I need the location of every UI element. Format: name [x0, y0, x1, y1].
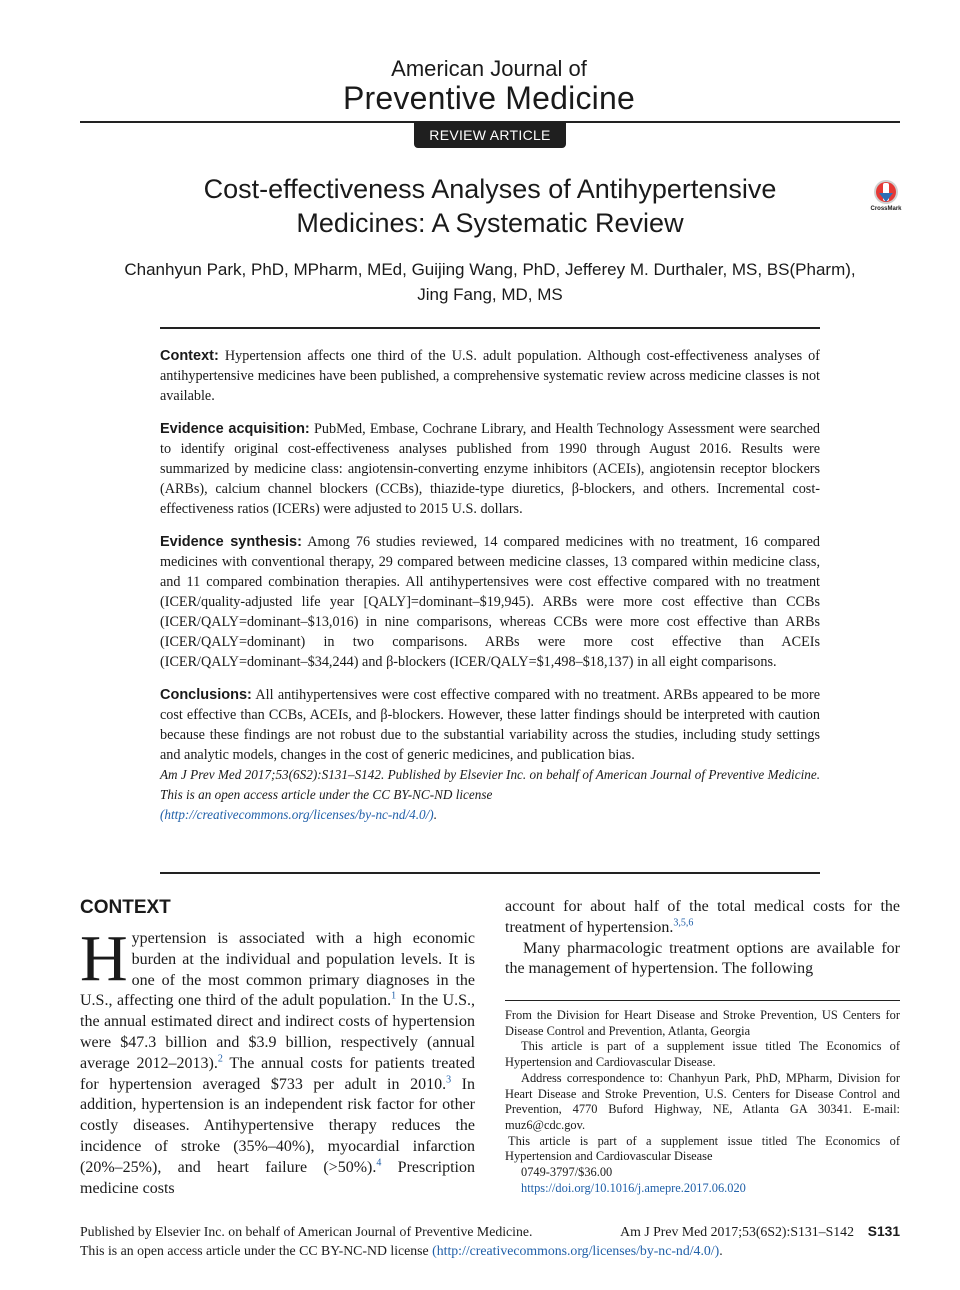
footer-license-link[interactable]: (http://creativecommons.org/licenses/by-nc-nd/4.0/): [432, 1243, 720, 1258]
body-paragraph-1-continued: [505, 897, 900, 939]
footer-citation: Am J Prev Med 2017;53(6S2):S131–S142: [620, 1224, 854, 1239]
abstract-text-conclusions: All antihypertensives were cost effective compared with no treatment. ARBs appeared to be more cost effective than CCBs, ACEIs, and β-blockers. However, these latter findings should be interpreted with caution because these findings are not robust due to the substantial variability across the studies, including study settings and analytic models, changes in the cost of generic medicines, and publication bias.: [160, 687, 820, 763]
abstract-acquisition: [160, 419, 820, 519]
crossmark-icon[interactable]: [866, 178, 906, 214]
journal-title-line2: Preventive Medicine: [343, 80, 635, 116]
body-p1-a: ypertension is associated with a high economic burden at the individual and population levels. It is one of the most common primary diagnoses in the U.S., affecting one third of the adult population.: [80, 930, 475, 1010]
footnote-address: Address correspondence to: Chanhyun Park, PhD, MPharm, Division for Heart Disease and Stroke Prevention, U.S. Centers for Disease Control and Prevention, 4770 Buford Highway, NE, Atlanta GA 30341. E-mail: muz6@cdc.gov.: [505, 1070, 900, 1132]
body-paragraph-2: Many pharmacologic treatment options are available for the management of hypertension. The following: [505, 939, 900, 978]
abstract-label-acquisition: Evidence acquisition:: [160, 421, 310, 437]
page-number: S131: [867, 1224, 900, 1239]
footnote-supplement-2: This article is part of a supplement issue titled The Economics of Hypertension and Cardiovascular Disease: [505, 1133, 900, 1164]
ref-link-3[interactable]: 3: [446, 1074, 452, 1086]
body-p1-b: In the U.S., the annual estimated direct and indirect costs of hypertension were $47.3 billion and $3.9 billion, respectively (annual average 2012–2013).: [80, 992, 476, 1072]
footer-end: .: [719, 1243, 723, 1258]
footer-license-text: This is an open access article under the CC BY-NC-ND license: [80, 1243, 429, 1258]
abstract: [160, 346, 820, 825]
article-title: Cost-effectiveness Analyses of Antihypertensive Medicines: A Systematic Review: [203, 174, 777, 238]
abstract-bottom-rule: [160, 872, 820, 874]
body-column-left: [80, 897, 475, 1199]
abstract-text-acquisition: PubMed, Embase, Cochrane Library, and Health Technology Assessment were searched to identify original cost-effectiveness analyses published from 1990 through August 2016. Results were summarized by medicine class: angiotensin-converting enzyme inhibitors (ACEIs), angiotensin receptor blockers (ARBs), calcium channel blockers (CCBs), thiazide-type diuretics, β-blockers, and others. Incremental cost-effectiveness ratios (ICERs) were adjusted to 2015 U.S. dollars.: [160, 421, 820, 517]
abstract-label-context: Context:: [160, 348, 219, 364]
footer-publisher: Published by Elsevier Inc. on behalf of American Journal of Preventive Medicine.: [80, 1224, 533, 1239]
section-badge: REVIEW ARTICLE: [414, 122, 566, 148]
page-footer: [80, 1222, 900, 1260]
abstract-label-conclusions: Conclusions:: [160, 687, 252, 703]
footnote-rule: [505, 1000, 900, 1001]
citation-text: Am J Prev Med 2017;53(6S2):S131–S142. Published by Elsevier Inc. on behalf of American Journal of Preventive Medicine. This is an open access article under the CC BY-NC-ND license: [160, 767, 820, 802]
authors: [60, 257, 920, 307]
abstract-top-rule: [160, 327, 820, 329]
footnote-issn: 0749-3797/$36.00: [521, 1165, 613, 1180]
abstract-text-context: Hypertension affects one third of the U.S. adult population. Although cost-effectiveness analyses of antihypertensive medicines have been published, a comprehensive systematic review across medicine classes is not available.: [160, 348, 820, 404]
ref-link-2[interactable]: 2: [217, 1053, 223, 1065]
abstract-conclusions: [160, 685, 820, 765]
footnote-affiliation: From the Division for Heart Disease and Stroke Prevention, US Centers for Disease Control and Prevention, Atlanta, Georgia: [505, 1008, 900, 1038]
body-column-right: [505, 897, 900, 980]
footnote-supplement-1: This article is part of a supplement issue titled The Economics of Hypertension and Cardiovascular Disease.: [505, 1039, 900, 1070]
authors-line2: Jing Fang, MD, MS: [417, 285, 563, 304]
citation-end: .: [433, 807, 437, 822]
footnotes: [505, 1008, 900, 1196]
body-p1-d: In addition, hypertension is an independent risk factor for other costly diseases. Antihypertensive therapy reduces the incidence of stroke (35%–40%), myocardial infarction (20%–25%), and heart failure (>50%).: [80, 1075, 476, 1176]
ref-link-4[interactable]: 4: [376, 1157, 382, 1169]
abstract-label-synthesis: Evidence synthesis:: [160, 534, 302, 550]
abstract-synthesis: [160, 532, 820, 672]
body-p1-c: The annual costs for patients treated for hypertension averaged $733 per adult in 2010.: [80, 1054, 475, 1093]
body-paragraph-1: [80, 922, 476, 1199]
abstract-citation: [160, 765, 820, 825]
authors-line1: Chanhyun Park, PhD, MPharm, MEd, Guijing Wang, PhD, Jefferey M. Durthaler, MS, BS(Pharm),: [124, 260, 856, 279]
crossmark-label: CrossMark: [870, 206, 902, 212]
citation-license-link[interactable]: (http://creativecommons.org/licenses/by-nc-nd/4.0/): [160, 807, 434, 822]
doi-link[interactable]: https://doi.org/10.1016/j.amepre.2017.06.020: [521, 1180, 746, 1195]
body-p1-cont: account for about half of the total medical costs for the treatment of hypertension.: [505, 898, 900, 936]
ref-link-1[interactable]: 1: [391, 991, 397, 1003]
journal-title-line1: American Journal of: [391, 56, 587, 81]
drop-cap: H: [80, 922, 128, 995]
section-heading-context: CONTEXT: [80, 897, 171, 918]
body-p1-e: Prescription medicine costs: [80, 1158, 475, 1197]
abstract-text-synthesis: Among 76 studies reviewed, 14 compared medicines with no treatment, 16 compared medicines with conventional therapy, 29 compared between medicine classes, 13 compared within medicine class, and 11 compared combination therapies. All antihypertensives were cost effective compared with no treatment (ICER/quality-adjusted life year [QALY]=dominant–$19,945). ARBs were more cost effective than CCBs (ICER/QALY=dominant–$13,016) in nine comparisons, whereas CCBs were more cost effective than ARBs (ICER/QALY=dominant) in two comparisons. ARBs were more cost effective than ACEIs (ICER/QALY=dominant–$34,244) and β-blockers (ICER/QALY=$1,498–$18,137) in all eight comparisons.: [160, 534, 821, 670]
ref-link-5[interactable]: 3,5,6: [673, 917, 694, 929]
abstract-context: [160, 346, 820, 406]
